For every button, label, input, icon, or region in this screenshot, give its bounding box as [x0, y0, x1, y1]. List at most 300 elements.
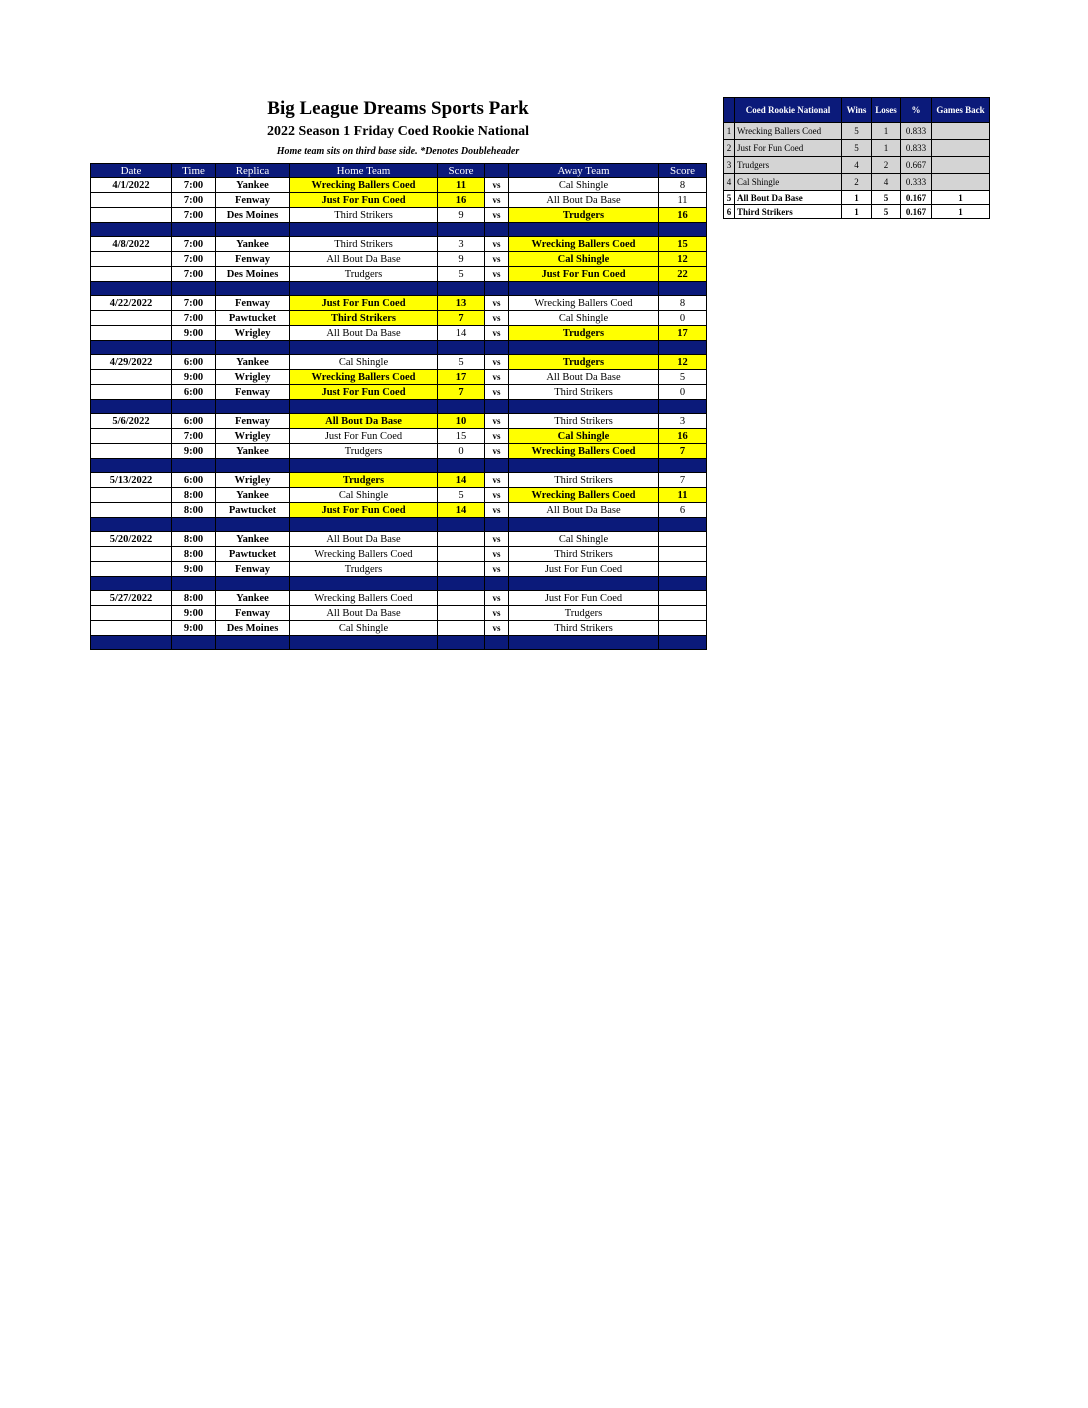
- schedule-col-header: Away Team: [509, 164, 659, 178]
- home-score: [438, 621, 485, 636]
- separator-cell: [172, 518, 216, 532]
- separator-cell: [290, 400, 438, 414]
- game-time: 9:00: [172, 621, 216, 636]
- standings-row: [724, 205, 990, 219]
- game-field: Fenway: [216, 296, 290, 311]
- game-time: 8:00: [172, 503, 216, 518]
- separator-cell: [485, 577, 509, 591]
- separator-cell: [438, 518, 485, 532]
- separator-cell: [438, 282, 485, 296]
- separator-cell: [438, 223, 485, 237]
- home-score: 3: [438, 237, 485, 252]
- home-team: Cal Shingle: [290, 355, 438, 370]
- game-row: [91, 178, 707, 193]
- standings-wins: 1: [842, 205, 872, 219]
- home-team: Wrecking Ballers Coed: [290, 591, 438, 606]
- game-date: 5/27/2022: [91, 591, 172, 606]
- separator-cell: [172, 223, 216, 237]
- standings-rank: 3: [724, 157, 735, 174]
- standings-rank: 6: [724, 205, 735, 219]
- versus-label: vs: [485, 473, 509, 488]
- game-time: 9:00: [172, 444, 216, 459]
- separator-cell: [91, 282, 172, 296]
- home-score: 7: [438, 385, 485, 400]
- home-team: Trudgers: [290, 562, 438, 577]
- game-field: Yankee: [216, 591, 290, 606]
- game-date: [91, 503, 172, 518]
- separator-cell: [485, 518, 509, 532]
- game-date: [91, 385, 172, 400]
- home-team: Third Strikers: [290, 237, 438, 252]
- separator-cell: [509, 459, 659, 473]
- away-score: 12: [659, 252, 707, 267]
- separator-cell: [438, 636, 485, 650]
- home-score: 14: [438, 503, 485, 518]
- home-team: Third Strikers: [290, 208, 438, 223]
- home-score: 9: [438, 208, 485, 223]
- home-team: Cal Shingle: [290, 621, 438, 636]
- away-score: [659, 532, 707, 547]
- standings-wins: 1: [842, 191, 872, 205]
- standings-games-back: [932, 157, 990, 174]
- game-date: [91, 547, 172, 562]
- home-score: 5: [438, 355, 485, 370]
- away-team: Cal Shingle: [509, 429, 659, 444]
- schedule-col-header: Score: [659, 164, 707, 178]
- versus-label: vs: [485, 488, 509, 503]
- game-date: 4/1/2022: [91, 178, 172, 193]
- standings-games-back: [932, 123, 990, 140]
- separator-cell: [91, 400, 172, 414]
- home-score: 13: [438, 296, 485, 311]
- game-time: 7:00: [172, 296, 216, 311]
- separator-cell: [659, 400, 707, 414]
- game-field: Pawtucket: [216, 503, 290, 518]
- away-score: [659, 591, 707, 606]
- separator-cell: [172, 341, 216, 355]
- schedule-table: [90, 163, 707, 650]
- versus-label: vs: [485, 370, 509, 385]
- separator-cell: [485, 459, 509, 473]
- separator-cell: [172, 459, 216, 473]
- separator-cell: [659, 282, 707, 296]
- away-team: Wrecking Ballers Coed: [509, 444, 659, 459]
- home-score: 11: [438, 178, 485, 193]
- game-field: Fenway: [216, 414, 290, 429]
- home-score: 7: [438, 311, 485, 326]
- away-team: Cal Shingle: [509, 252, 659, 267]
- away-team: Just For Fun Coed: [509, 591, 659, 606]
- home-score: 14: [438, 473, 485, 488]
- standings-pct: 0.167: [901, 205, 932, 219]
- game-time: 7:00: [172, 429, 216, 444]
- separator-cell: [438, 341, 485, 355]
- game-row: [91, 414, 707, 429]
- separator-cell: [91, 223, 172, 237]
- game-row: [91, 385, 707, 400]
- standings-rank: 4: [724, 174, 735, 191]
- versus-label: vs: [485, 532, 509, 547]
- away-score: 11: [659, 193, 707, 208]
- game-row: [91, 562, 707, 577]
- game-date: [91, 444, 172, 459]
- separator-cell: [216, 282, 290, 296]
- separator-cell: [659, 223, 707, 237]
- game-field: Wrigley: [216, 370, 290, 385]
- away-team: All Bout Da Base: [509, 193, 659, 208]
- game-time: 6:00: [172, 385, 216, 400]
- game-time: 7:00: [172, 178, 216, 193]
- home-team: Third Strikers: [290, 311, 438, 326]
- game-field: Des Moines: [216, 267, 290, 282]
- game-row: [91, 444, 707, 459]
- away-team: Cal Shingle: [509, 311, 659, 326]
- game-date: [91, 488, 172, 503]
- game-field: Des Moines: [216, 621, 290, 636]
- separator-cell: [216, 577, 290, 591]
- standings-wins: 2: [842, 174, 872, 191]
- separator-cell: [485, 282, 509, 296]
- separator-cell: [659, 577, 707, 591]
- game-field: Pawtucket: [216, 547, 290, 562]
- standings-team: Just For Fun Coed: [735, 140, 842, 157]
- away-score: 11: [659, 488, 707, 503]
- versus-label: vs: [485, 385, 509, 400]
- home-score: [438, 591, 485, 606]
- away-team: Just For Fun Coed: [509, 562, 659, 577]
- game-time: 8:00: [172, 488, 216, 503]
- home-score: 16: [438, 193, 485, 208]
- game-row: [91, 429, 707, 444]
- separator-cell: [216, 636, 290, 650]
- standings-col-header: %: [901, 98, 932, 123]
- standings-pct: 0.833: [901, 123, 932, 140]
- away-score: 6: [659, 503, 707, 518]
- home-score: 0: [438, 444, 485, 459]
- schedule-note: Home team sits on third base side. *Denotes Doubleheader: [276, 146, 520, 157]
- away-score: 7: [659, 444, 707, 459]
- game-date: 4/29/2022: [91, 355, 172, 370]
- versus-label: vs: [485, 444, 509, 459]
- game-time: 9:00: [172, 326, 216, 341]
- game-date: [91, 429, 172, 444]
- separator-cell: [438, 459, 485, 473]
- away-team: Wrecking Ballers Coed: [509, 488, 659, 503]
- game-row: [91, 355, 707, 370]
- separator-cell: [290, 518, 438, 532]
- game-date: [91, 606, 172, 621]
- game-field: Wrigley: [216, 473, 290, 488]
- game-row: [91, 326, 707, 341]
- separator-cell: [290, 341, 438, 355]
- game-time: 8:00: [172, 532, 216, 547]
- away-score: 16: [659, 429, 707, 444]
- game-date: 4/22/2022: [91, 296, 172, 311]
- home-team: Just For Fun Coed: [290, 385, 438, 400]
- game-field: Yankee: [216, 237, 290, 252]
- home-team: Just For Fun Coed: [290, 503, 438, 518]
- separator-cell: [172, 577, 216, 591]
- game-field: Fenway: [216, 252, 290, 267]
- standings-team: Trudgers: [735, 157, 842, 174]
- versus-label: vs: [485, 193, 509, 208]
- week-separator: [91, 400, 707, 414]
- game-time: 7:00: [172, 252, 216, 267]
- separator-cell: [438, 577, 485, 591]
- away-score: 5: [659, 370, 707, 385]
- separator-cell: [290, 577, 438, 591]
- game-time: 9:00: [172, 562, 216, 577]
- game-date: [91, 562, 172, 577]
- standings-body: [724, 123, 990, 219]
- versus-label: vs: [485, 237, 509, 252]
- separator-cell: [438, 400, 485, 414]
- away-score: 17: [659, 326, 707, 341]
- game-field: Yankee: [216, 178, 290, 193]
- game-date: [91, 326, 172, 341]
- home-team: Trudgers: [290, 473, 438, 488]
- game-row: [91, 311, 707, 326]
- game-row: [91, 267, 707, 282]
- home-team: All Bout Da Base: [290, 414, 438, 429]
- separator-cell: [290, 282, 438, 296]
- standings-loses: 1: [872, 123, 901, 140]
- game-date: 5/13/2022: [91, 473, 172, 488]
- away-team: Just For Fun Coed: [509, 267, 659, 282]
- home-team: Just For Fun Coed: [290, 429, 438, 444]
- separator-cell: [509, 577, 659, 591]
- game-date: 5/6/2022: [91, 414, 172, 429]
- separator-cell: [172, 282, 216, 296]
- away-score: 8: [659, 178, 707, 193]
- game-date: 5/20/2022: [91, 532, 172, 547]
- schedule-col-header: [485, 164, 509, 178]
- game-field: Pawtucket: [216, 311, 290, 326]
- home-score: 5: [438, 488, 485, 503]
- home-team: All Bout Da Base: [290, 252, 438, 267]
- standings-games-back: 1: [932, 205, 990, 219]
- standings-loses: 5: [872, 191, 901, 205]
- away-score: [659, 547, 707, 562]
- separator-cell: [290, 636, 438, 650]
- game-date: [91, 252, 172, 267]
- home-score: 17: [438, 370, 485, 385]
- standings-table: [723, 97, 990, 219]
- game-time: 7:00: [172, 237, 216, 252]
- away-score: 15: [659, 237, 707, 252]
- separator-cell: [509, 518, 659, 532]
- away-team: All Bout Da Base: [509, 503, 659, 518]
- away-team: Trudgers: [509, 208, 659, 223]
- away-team: Third Strikers: [509, 621, 659, 636]
- versus-label: vs: [485, 267, 509, 282]
- separator-cell: [91, 577, 172, 591]
- game-row: [91, 237, 707, 252]
- home-score: 9: [438, 252, 485, 267]
- home-team: Wrecking Ballers Coed: [290, 370, 438, 385]
- game-row: [91, 547, 707, 562]
- separator-cell: [216, 459, 290, 473]
- week-separator: [91, 577, 707, 591]
- standings-team: All Bout Da Base: [735, 191, 842, 205]
- game-time: 7:00: [172, 193, 216, 208]
- home-team: Just For Fun Coed: [290, 193, 438, 208]
- schedule-header-row: [91, 164, 707, 178]
- game-time: 9:00: [172, 606, 216, 621]
- away-score: [659, 606, 707, 621]
- game-row: [91, 193, 707, 208]
- standings-col-header: Coed Rookie National: [735, 98, 842, 123]
- schedule-col-header: Score: [438, 164, 485, 178]
- standings-header-row: [724, 98, 990, 123]
- standings-pct: 0.333: [901, 174, 932, 191]
- game-row: [91, 208, 707, 223]
- schedule-body: [91, 178, 707, 650]
- schedule-col-header: Replica: [216, 164, 290, 178]
- week-separator: [91, 341, 707, 355]
- away-score: [659, 621, 707, 636]
- away-score: 3: [659, 414, 707, 429]
- away-score: 16: [659, 208, 707, 223]
- separator-cell: [485, 341, 509, 355]
- schedule-col-header: Date: [91, 164, 172, 178]
- versus-label: vs: [485, 606, 509, 621]
- game-row: [91, 370, 707, 385]
- versus-label: vs: [485, 621, 509, 636]
- home-team: All Bout Da Base: [290, 326, 438, 341]
- home-score: [438, 562, 485, 577]
- game-time: 6:00: [172, 473, 216, 488]
- away-team: Third Strikers: [509, 385, 659, 400]
- away-score: 0: [659, 311, 707, 326]
- away-team: Cal Shingle: [509, 178, 659, 193]
- schedule-col-header: Home Team: [290, 164, 438, 178]
- standings-team: Cal Shingle: [735, 174, 842, 191]
- separator-cell: [509, 223, 659, 237]
- separator-cell: [216, 400, 290, 414]
- separator-cell: [91, 341, 172, 355]
- home-score: [438, 606, 485, 621]
- away-score: 22: [659, 267, 707, 282]
- versus-label: vs: [485, 503, 509, 518]
- page-title: Big League Dreams Sports Park: [267, 98, 529, 119]
- week-separator: [91, 518, 707, 532]
- separator-cell: [509, 400, 659, 414]
- standings-loses: 2: [872, 157, 901, 174]
- week-separator: [91, 223, 707, 237]
- away-team: Cal Shingle: [509, 532, 659, 547]
- separator-cell: [659, 636, 707, 650]
- versus-label: vs: [485, 562, 509, 577]
- home-score: 14: [438, 326, 485, 341]
- versus-label: vs: [485, 326, 509, 341]
- home-score: [438, 532, 485, 547]
- separator-cell: [485, 636, 509, 650]
- game-row: [91, 606, 707, 621]
- game-field: Fenway: [216, 193, 290, 208]
- versus-label: vs: [485, 429, 509, 444]
- game-time: 7:00: [172, 267, 216, 282]
- versus-label: vs: [485, 296, 509, 311]
- game-field: Des Moines: [216, 208, 290, 223]
- home-score: 15: [438, 429, 485, 444]
- game-time: 7:00: [172, 208, 216, 223]
- standings-rank: 5: [724, 191, 735, 205]
- game-field: Wrigley: [216, 429, 290, 444]
- versus-label: vs: [485, 355, 509, 370]
- game-row: [91, 503, 707, 518]
- standings-pct: 0.667: [901, 157, 932, 174]
- standings-games-back: 1: [932, 191, 990, 205]
- separator-cell: [509, 636, 659, 650]
- game-field: Yankee: [216, 532, 290, 547]
- game-row: [91, 473, 707, 488]
- away-team: Wrecking Ballers Coed: [509, 237, 659, 252]
- separator-cell: [290, 223, 438, 237]
- versus-label: vs: [485, 547, 509, 562]
- versus-label: vs: [485, 252, 509, 267]
- week-separator: [91, 636, 707, 650]
- game-row: [91, 621, 707, 636]
- separator-cell: [485, 400, 509, 414]
- away-team: Trudgers: [509, 326, 659, 341]
- standings-row: [724, 123, 990, 140]
- game-time: 7:00: [172, 311, 216, 326]
- standings-games-back: [932, 174, 990, 191]
- standings-wins: 4: [842, 157, 872, 174]
- away-score: [659, 562, 707, 577]
- game-row: [91, 532, 707, 547]
- schedule-col-header: Time: [172, 164, 216, 178]
- game-date: [91, 370, 172, 385]
- game-field: Wrigley: [216, 326, 290, 341]
- home-score: [438, 547, 485, 562]
- home-score: 10: [438, 414, 485, 429]
- versus-label: vs: [485, 591, 509, 606]
- separator-cell: [216, 223, 290, 237]
- separator-cell: [290, 459, 438, 473]
- away-score: 8: [659, 296, 707, 311]
- home-team: Trudgers: [290, 444, 438, 459]
- separator-cell: [509, 282, 659, 296]
- separator-cell: [216, 341, 290, 355]
- separator-cell: [172, 400, 216, 414]
- standings-team: Wrecking Ballers Coed: [735, 123, 842, 140]
- away-team: All Bout Da Base: [509, 370, 659, 385]
- game-row: [91, 591, 707, 606]
- separator-cell: [485, 223, 509, 237]
- game-time: 8:00: [172, 547, 216, 562]
- standings-rank: 2: [724, 140, 735, 157]
- standings-col-header: [724, 98, 735, 123]
- game-date: [91, 267, 172, 282]
- week-separator: [91, 459, 707, 473]
- away-team: Wrecking Ballers Coed: [509, 296, 659, 311]
- home-team: Trudgers: [290, 267, 438, 282]
- standings-col-header: Loses: [872, 98, 901, 123]
- standings-wins: 5: [842, 140, 872, 157]
- separator-cell: [172, 636, 216, 650]
- game-field: Yankee: [216, 355, 290, 370]
- standings-row: [724, 157, 990, 174]
- separator-cell: [659, 341, 707, 355]
- standings-rank: 1: [724, 123, 735, 140]
- game-date: [91, 193, 172, 208]
- home-team: Just For Fun Coed: [290, 296, 438, 311]
- separator-cell: [659, 459, 707, 473]
- standings-loses: 5: [872, 205, 901, 219]
- standings-loses: 1: [872, 140, 901, 157]
